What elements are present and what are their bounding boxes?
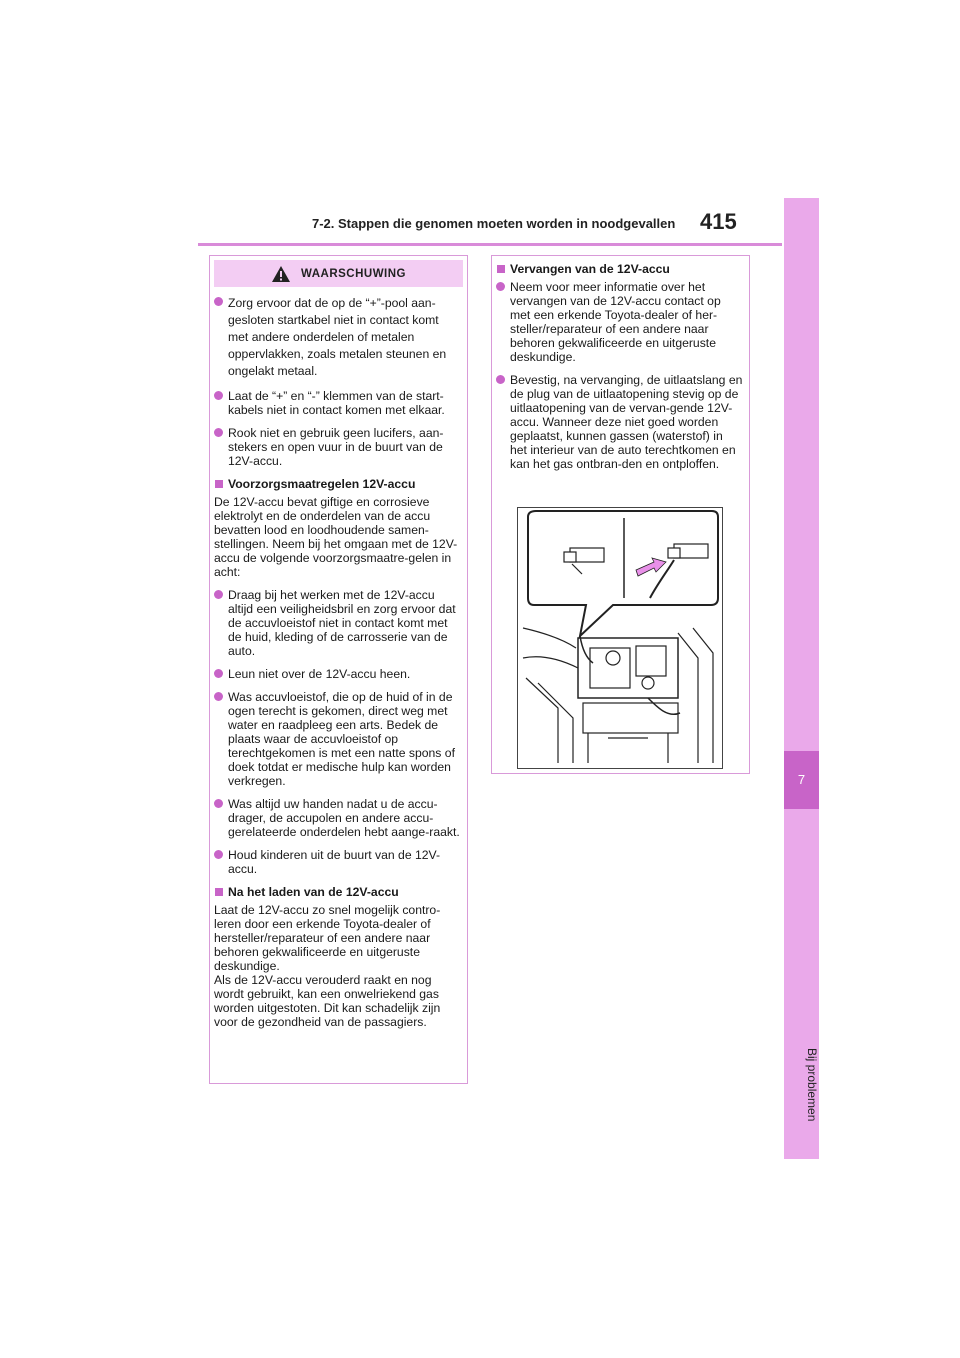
bullet-text: Neem voor meer informatie over het vervangen van de 12V-accu contact op met een erkende Toyota-dealer of her-steller/reparateur of een andere naar behoren gekwalificeerde en uitgeruste deskundige. (510, 280, 721, 364)
chapter-number-tab[interactable]: 7 (784, 751, 819, 809)
bullet-icon (214, 692, 223, 701)
bullet-text: Bevestig, na vervanging, de uitlaatslang en de plug van de uitlaatopening stevig op de uitlaatopening van de vervan-gende 12V-accu. Wanneer deze niet goed worden geplaatst, kunnen gassen (waterstof) in het interieur van de auto terechtkomen en kan het gas ontbran-den en ontploffen. (510, 373, 743, 471)
after-charging-text: Laat de 12V-accu zo snel mogelijk contro-leren door een erkende Toyota-dealer of hersteller/reparateur of een andere naar behoren gekwalificeerde en uitgeruste deskundige. (214, 903, 441, 973)
square-bullet-icon (215, 480, 223, 488)
battery-illustration (517, 507, 723, 769)
list-item (214, 667, 461, 681)
list-item (214, 690, 461, 788)
replacement-heading (496, 262, 743, 276)
list-item (214, 797, 461, 839)
bullet-text: Zorg ervoor dat de op de “+”-pool aan-gesloten startkabel niet in contact komt met andere onderdelen of metalen oppervlakken, zoals metalen steunen en ongelakt metaal. (228, 296, 447, 378)
bullet-icon (214, 590, 223, 599)
warning-content (210, 291, 467, 1029)
header-rule (198, 243, 782, 246)
bullet-text: Was altijd uw handen nadat u de accu-drager, de accupolen en andere accu-gerelateerde onderdelen hebt aange-raakt. (228, 797, 460, 839)
list-item (214, 389, 461, 417)
list-item (496, 373, 743, 471)
bullet-text: Leun niet over de 12V-accu heen. (228, 667, 411, 681)
bullet-icon (496, 375, 505, 384)
bullet-text: Draag bij het werken met de 12V-accu altijd een veiligheidsbril en zorg ervoor dat de accuvloeistof niet in contact komt met de huid, kleding of de carrosserie van de auto. (228, 588, 456, 658)
precautions-intro: De 12V-accu bevat giftige en corrosieve elektrolyt en de onderdelen van de accu bevatten lood en loodhoudende samen-stellingen. Neem bij het omgaan met de 12V-accu de volgende voorzorgsmaatre-gelen in acht: (214, 495, 458, 579)
bullet-icon (214, 799, 223, 808)
bullet-icon (214, 428, 223, 437)
bullet-icon (214, 669, 223, 678)
precautions-heading (214, 477, 461, 491)
bullet-text: Houd kinderen uit de buurt van de 12V-accu. (228, 848, 441, 876)
header-title: 7-2. Stappen die genomen moeten worden in noodgevallen (312, 216, 676, 231)
warning-header (214, 260, 463, 287)
list-item (214, 426, 461, 468)
bullet-icon (496, 282, 505, 291)
bullet-icon (214, 391, 223, 400)
bullet-text: Was accuvloeistof, die op de huid of in de ogen terecht is gekomen, direct weg met water en raadpleeg een arts. Bedek de plaats waar de accuvloeistof op terechtgekomen is met een natte spons of doek totdat er medische hulp kan worden verkregen. (228, 690, 455, 788)
page-number: 415 (700, 209, 737, 234)
chapter-label: Bij problemen (805, 1048, 819, 1122)
after-charging-heading (214, 885, 461, 899)
square-bullet-icon (215, 888, 223, 896)
list-item (496, 280, 743, 364)
after-charging-text-2: Als de 12V-accu verouderd raakt en nog wordt gebruikt, kan een onwelriekend gas worden uitgestoten. Dit kan schadelijk zijn voor de gezondheid van de passagiers. (214, 973, 441, 1029)
warning-box (209, 255, 468, 1084)
side-tab (784, 198, 819, 1159)
bullet-icon (214, 850, 223, 859)
heading-text: Voorzorgsmaatregelen 12V-accu (228, 477, 416, 491)
bullet-text: Laat de “+” en “-” klemmen van de start-kabels niet in contact komen met elkaar. (228, 389, 445, 417)
list-item (214, 848, 461, 876)
bullet-text: Rook niet en gebruik geen lucifers, aan-stekers en open vuur in de buurt van de 12V-accu. (228, 426, 444, 468)
warning-triangle-icon (271, 265, 291, 283)
square-bullet-icon (497, 265, 505, 273)
battery-drawing (518, 508, 722, 768)
bullet-icon (214, 297, 223, 306)
heading-text: Na het laden van de 12V-accu (228, 885, 399, 899)
list-item (214, 588, 461, 658)
replacement-content (492, 256, 749, 471)
heading-text: Vervangen van de 12V-accu (510, 262, 670, 276)
list-item (214, 295, 461, 380)
warning-title: WAARSCHUWING (300, 267, 407, 280)
